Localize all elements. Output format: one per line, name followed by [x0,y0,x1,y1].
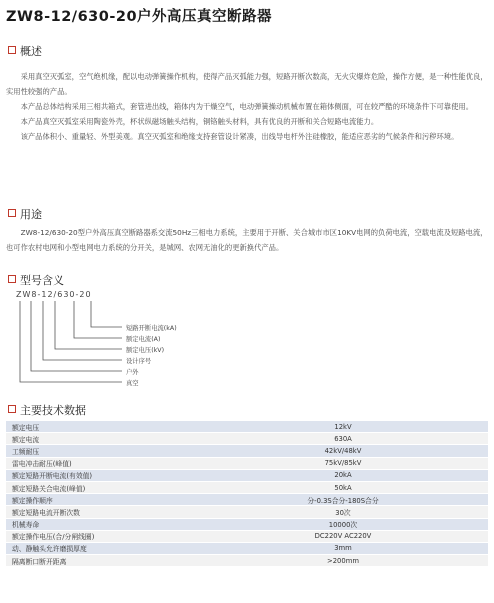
spec-value: DC220V AC220V [198,530,488,542]
overview-paragraph: 采用真空灭弧室，空气绝机缘，配以电动弹簧操作机构，使得产品灭弧能力强，短路开断次数高，无火灾爆炸危险，操作方便，是一种性能优良，实用性较强的产品。 [6,72,488,96]
table-row [6,433,488,445]
spec-value: 30次 [198,506,488,518]
spec-value: 10000次 [198,518,488,530]
spec-name: 额定操作电压(合/分闸线圈) [6,530,198,542]
spec-name: 工频耐压 [6,445,198,457]
overview-paragraph: 本产品总体结构采用三相共箱式，套管进出线，箱体内为干燥空气，电动弹簧操动机械布置在箱体侧面，可在较严酷的环境条件下可靠使用。 [20,102,473,111]
spec-value: 50kA [198,481,488,493]
leader-line [91,301,122,327]
spec-value: >200mm [198,555,488,567]
table-row [6,421,488,433]
model-label: 额定电流(A) [126,336,161,343]
usage-heading-label: 用途 [20,208,42,221]
table-row [6,555,488,567]
table-row [6,530,488,542]
table-row [6,494,488,506]
model-label: 短路开断电流(kA) [126,325,177,332]
model-label: 额定电压(kV) [126,347,165,354]
square-bullet-icon [8,405,16,413]
specs-heading-label: 主要技术数据 [20,404,86,417]
table-row [6,481,488,493]
table-row [6,445,488,457]
leader-line [31,301,122,371]
spec-value: 分-0.3S合分-180S合分 [198,494,488,506]
overview-heading-label: 概述 [20,45,42,58]
spec-value: 3mm [198,542,488,554]
section-heading-specs [8,402,86,418]
spec-name: 额定短路关合电流(峰值) [6,481,198,493]
table-row [6,457,488,469]
spec-name: 动、静触头允许磨损厚度 [6,542,198,554]
spec-name: 额定电压 [6,421,198,433]
model-label: 设计序号 [126,358,152,365]
model-heading-label: 型号含义 [20,274,64,287]
page-title: ZW8-12/630-20户外高压真空断路器 [6,9,273,25]
model-label: 户外 [126,369,139,376]
spec-name: 额定操作顺序 [6,494,198,506]
spec-table [6,421,488,567]
spec-value: 20kA [198,469,488,481]
table-row [6,469,488,481]
model-code: ZW8-12/630-20 [16,290,92,299]
spec-value: 630A [198,433,488,445]
spec-name: 机械寿命 [6,518,198,530]
spec-name: 额定短路开断电流(有效值) [6,469,198,481]
model-label: 真空 [126,380,139,387]
overview-paragraph: 本产品真空灭弧室采用陶瓷外壳，杯状纵磁场触头结构，铜铬触头材料，具有优良的开断和关合短路电流能力。 [20,117,379,126]
leader-line [20,301,122,382]
spec-value: 12kV [198,421,488,433]
spec-name: 额定电流 [6,433,198,445]
overview-paragraph: 该产品体积小、重量轻、外型美观。真空灭弧室和绝缘支持套管设计紧凑，出线导电杆外注硅橡胶，能适应恶劣的气候条件和污秽环境。 [20,132,459,141]
spec-name: 隔离断口断开距离 [6,555,198,567]
table-row [6,506,488,518]
spec-value: 75kV/85kV [198,457,488,469]
spec-name: 额定短路电流开断次数 [6,506,198,518]
spec-name: 雷电冲击耐压(峰值) [6,457,198,469]
table-row [6,542,488,554]
table-row [6,518,488,530]
leader-line [55,301,122,349]
leader-line [74,301,122,338]
usage-text: ZW8-12/630-20型户外高压真空断路器系交流50Hz三相电力系统，主要用于开断、关合城市市区10KV电网的负荷电流，空载电流及短路电流，也可作农村电网和小型电网电力系统的分开关，是城网、农网无油化的更新换代产品。 [6,228,488,252]
spec-value: 42kV/48kV [198,445,488,457]
